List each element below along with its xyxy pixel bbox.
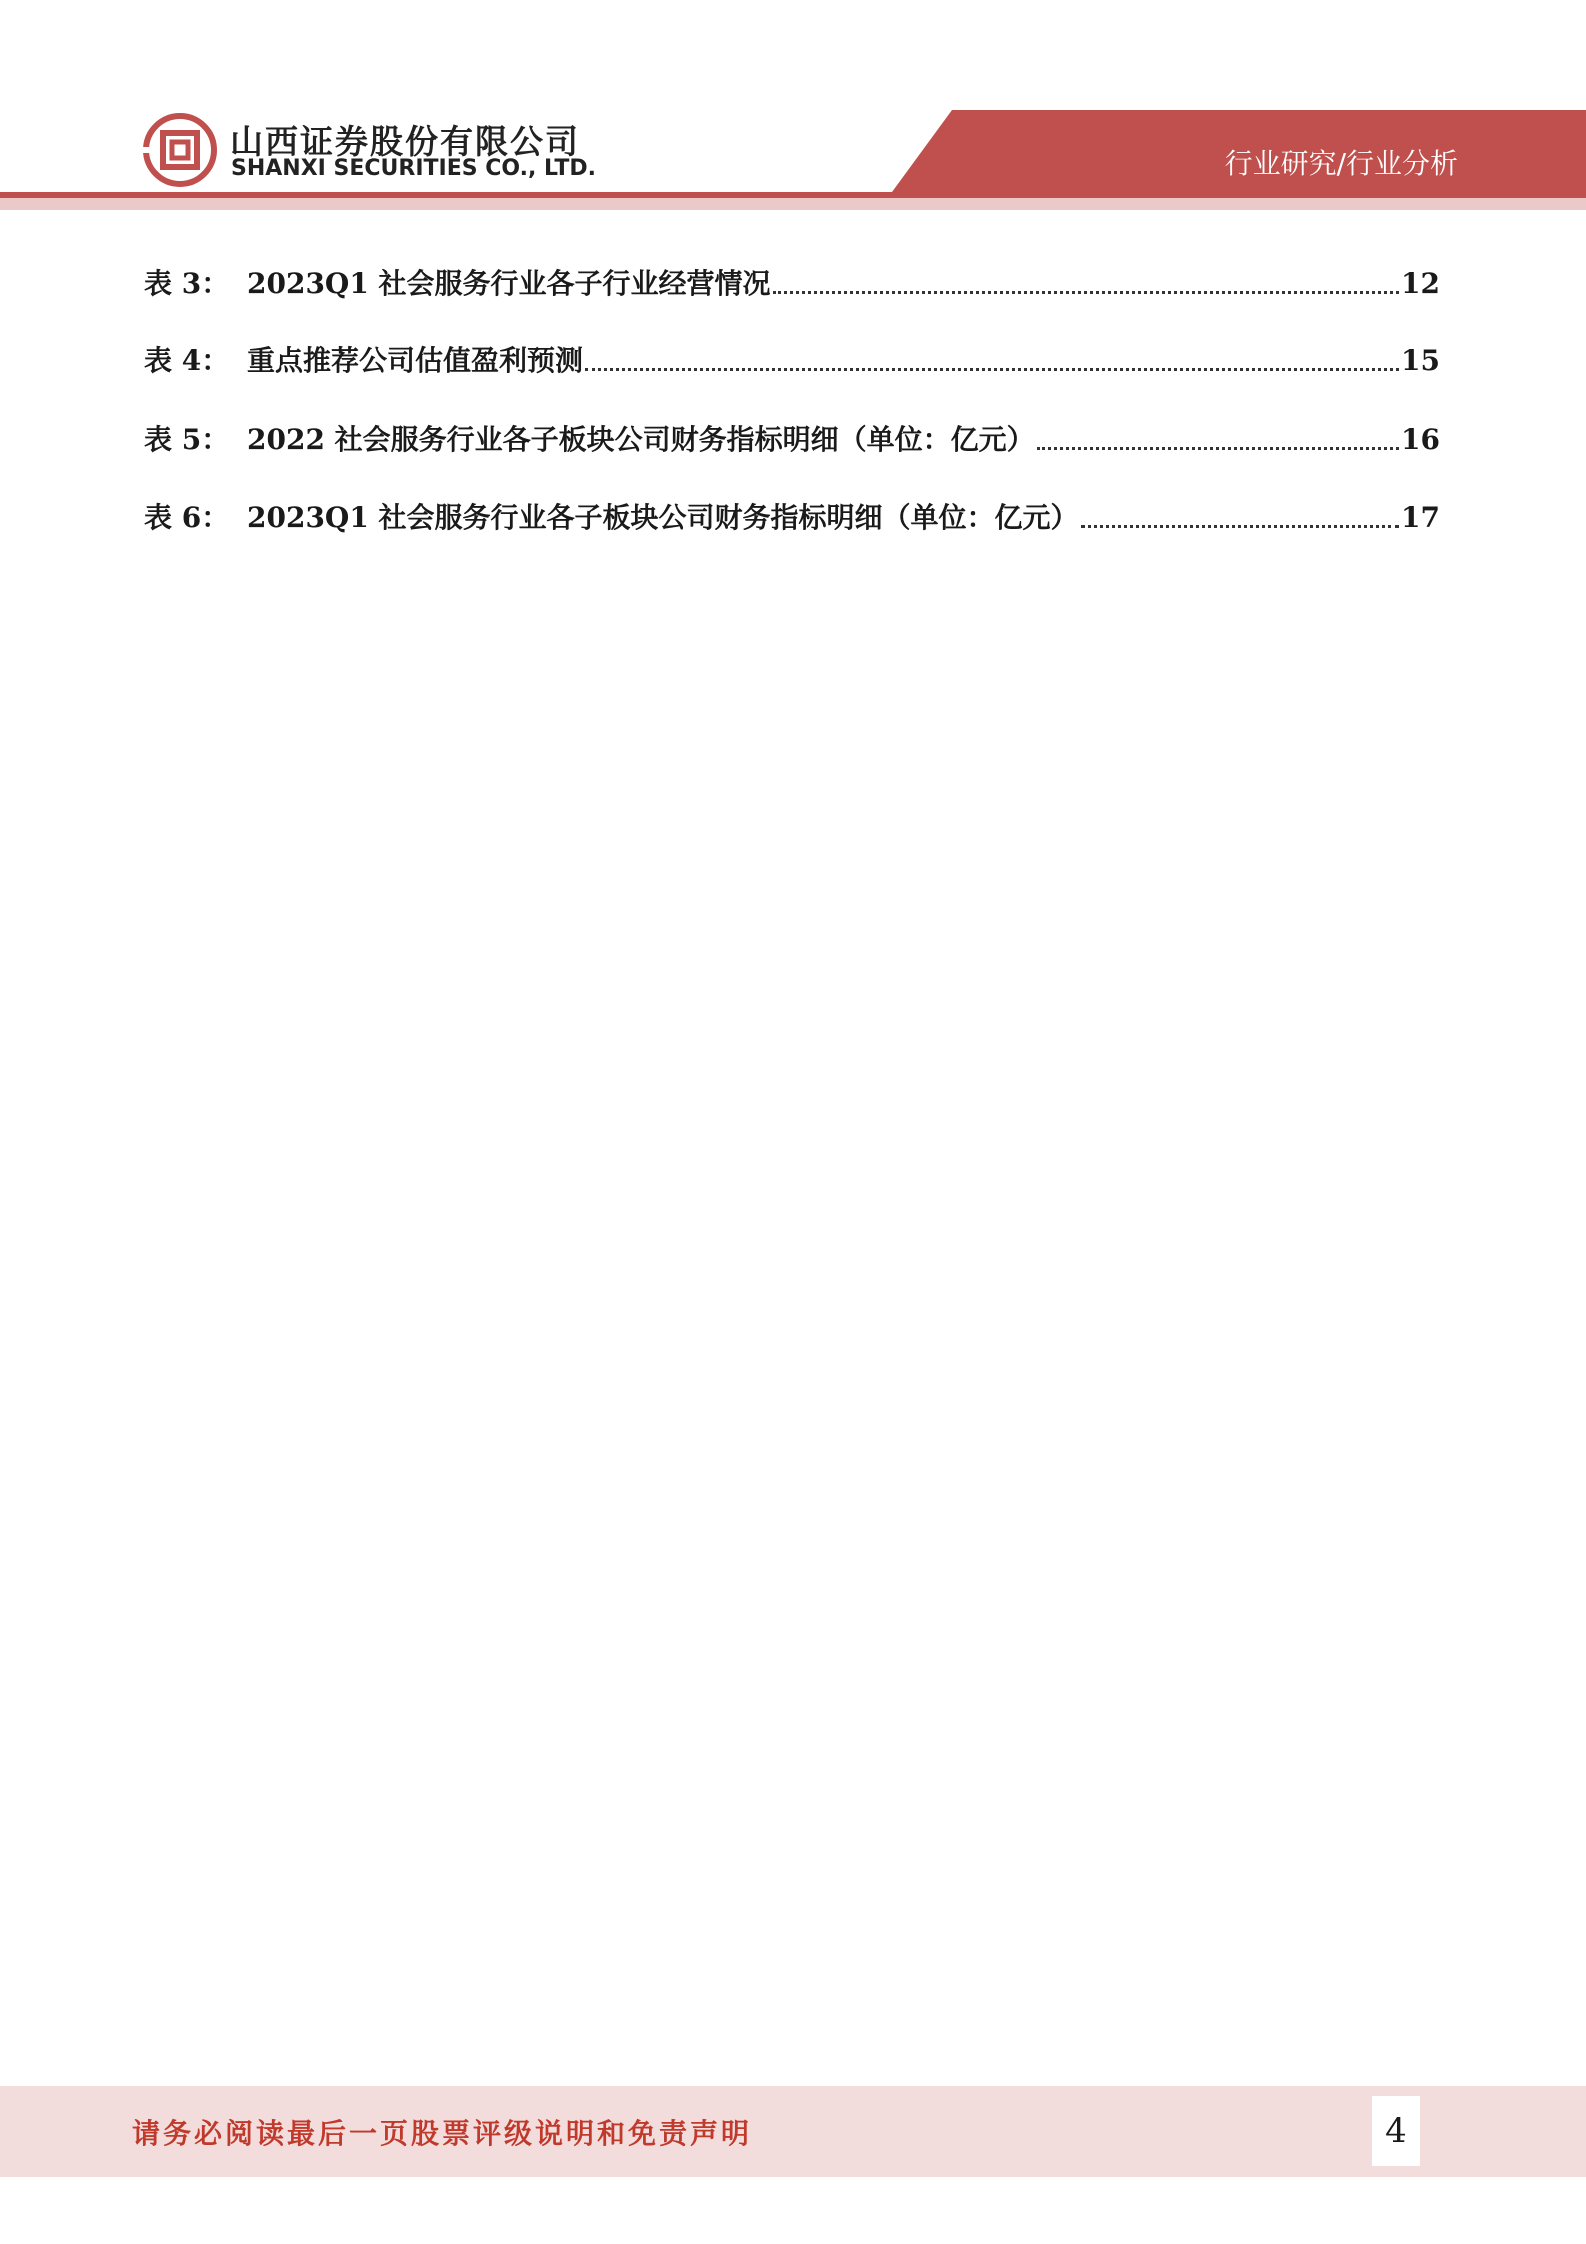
toc-leader-dots bbox=[1081, 525, 1399, 528]
company-name-en: SHANXI SECURITIES CO., LTD. bbox=[231, 156, 596, 181]
toc-item-page: 12 bbox=[1401, 267, 1440, 300]
toc-item[interactable] bbox=[144, 339, 1440, 379]
toc-item-page: 16 bbox=[1401, 423, 1440, 456]
toc-item-title: 2023Q1 社会服务行业各子行业经营情况 bbox=[247, 267, 771, 300]
header-band bbox=[0, 0, 1586, 215]
toc-leader-dots bbox=[1037, 447, 1399, 450]
toc-item-label: 表 6： bbox=[144, 501, 230, 534]
shanxi-securities-logo-icon bbox=[143, 113, 217, 187]
toc-item-title: 2023Q1 社会服务行业各子板块公司财务指标明细（单位：亿元） bbox=[247, 501, 1079, 534]
toc-leader-dots bbox=[773, 291, 1399, 294]
toc-item-page: 17 bbox=[1401, 501, 1440, 534]
toc-item[interactable] bbox=[144, 418, 1440, 458]
toc-leader-dots bbox=[585, 368, 1399, 371]
toc-item-title: 2022 社会服务行业各子板块公司财务指标明细（单位：亿元） bbox=[247, 423, 1035, 456]
page-header bbox=[0, 0, 1586, 215]
page-number: 4 bbox=[1372, 2096, 1420, 2166]
toc-item-label: 表 4： bbox=[144, 344, 230, 377]
disclaimer-notice: 请务必阅读最后一页股票评级说明和免责声明 bbox=[132, 2117, 753, 2150]
toc-item-label: 表 5： bbox=[144, 423, 230, 456]
toc-item[interactable] bbox=[144, 262, 1440, 302]
toc-item-title: 重点推荐公司估值盈利预测 bbox=[247, 344, 584, 377]
toc-item-page: 15 bbox=[1401, 344, 1440, 377]
company-name-cn: 山西证券股份有限公司 bbox=[230, 122, 580, 161]
page-footer bbox=[0, 2086, 1586, 2177]
toc-item-label: 表 3： bbox=[144, 267, 230, 300]
report-type-label: 行业研究/行业分析 bbox=[1224, 147, 1458, 180]
toc-item[interactable] bbox=[144, 496, 1440, 536]
